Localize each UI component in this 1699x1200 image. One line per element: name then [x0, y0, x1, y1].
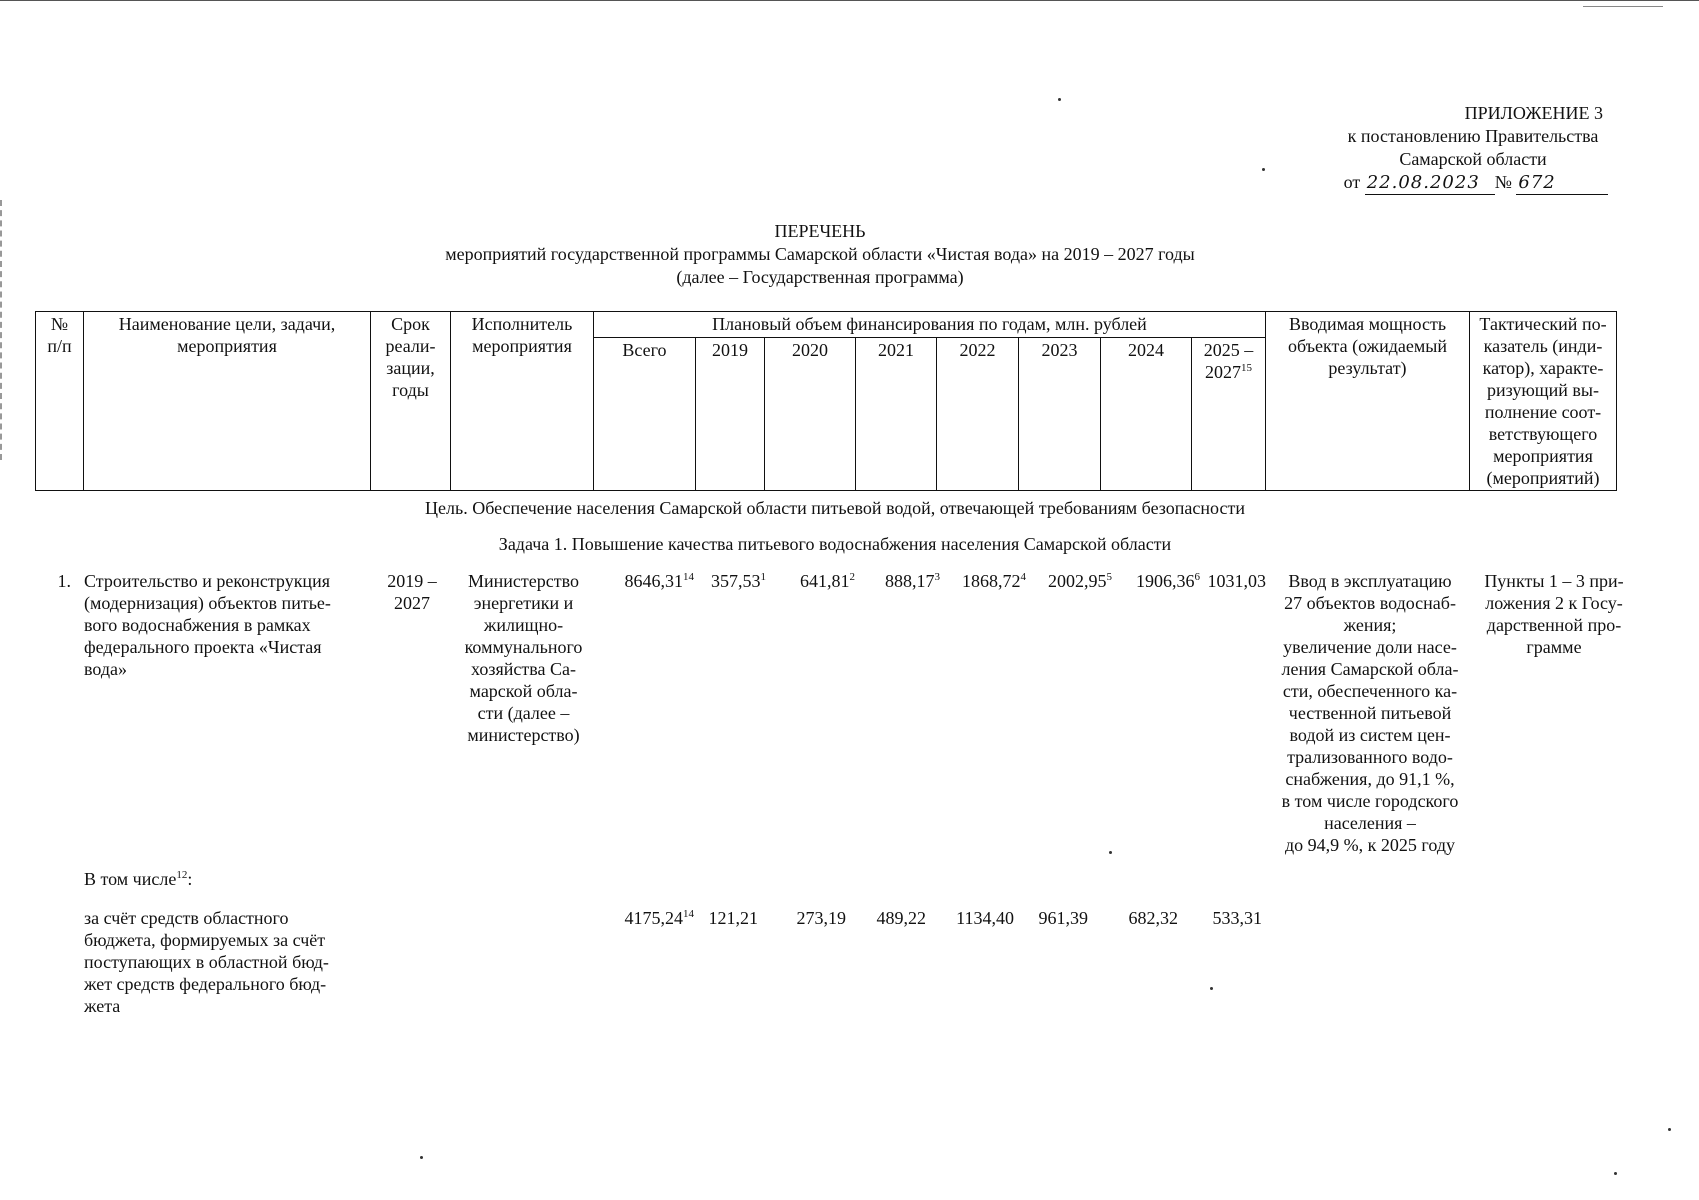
row1-total: 8646,31$^{14}$: [624, 571, 694, 591]
row2-2022: 1134,40: [956, 908, 1014, 928]
document-title: [380, 220, 1260, 289]
row2-2021: 489,22: [876, 908, 926, 928]
task-text: Задача 1. Повышение качества питьевого водоснабжения населения Самарской области: [498, 534, 1172, 554]
header-capacity: Вводимая мощность объекта (ожидаемый результат): [1266, 312, 1470, 491]
title-heading: ПЕРЕЧЕНЬ: [774, 221, 866, 241]
row1-indicator: Пункты 1 – 3 при- ложения 2 к Госу- дарственной про- грамме: [1484, 571, 1624, 657]
row1-term: 2019 – 2027: [387, 571, 437, 613]
row1-name: Строительство и реконструкция (модернизация) объектов питье- вого водоснабжения в рамках федерального проекта «Чистая вода»: [84, 571, 331, 679]
row1-2023: 2002,95$^5$: [1048, 571, 1112, 591]
header-name: Наименование цели, задачи, мероприятия: [84, 312, 371, 491]
row2-2025-2027: 533,31: [1212, 908, 1262, 928]
appendix-line1: к постановлению Правительства: [1347, 126, 1599, 146]
header-indicator: Тактический по- казатель (инди- катор), характе- ризующий вы- полнение соот- ветствующего мероприятия (мероприятий): [1470, 312, 1617, 491]
row1-executor: Министерство энергетики и жилищно- коммунального хозяйства Са- марской обла- сти (далее – министерство): [464, 571, 583, 745]
appendix-title: ПРИЛОЖЕНИЕ 3: [1464, 103, 1603, 123]
row1-2022: 1868,72$^4$: [962, 571, 1026, 591]
scan-corner-mark: [1583, 6, 1663, 7]
appendix-block: [1313, 102, 1633, 195]
from-label: от: [1343, 172, 1361, 192]
scan-speck: [420, 1156, 423, 1159]
header-2024: 2024: [1101, 338, 1192, 491]
handwritten-number: 672: [1516, 171, 1608, 195]
scan-top-edge: [0, 0, 1699, 1]
header-2022: 2022: [937, 338, 1019, 491]
scan-speck: [1668, 1128, 1671, 1131]
number-label: №: [1494, 172, 1512, 192]
goal-text: Цель. Обеспечение населения Самарской области питьевой водой, отвечающей требованиям безопасности: [425, 498, 1245, 518]
row2-name: за счёт средств областного бюджета, формируемых за счёт поступающих в областной бюд- жет средств федерального бюд- жета: [84, 908, 329, 1016]
row2-2019: 121,21: [708, 908, 758, 928]
header-executor: Исполнитель мероприятия: [451, 312, 594, 491]
row1-2019: 357,53$^1$: [711, 571, 766, 591]
row1-2024: 1906,36$^6$: [1136, 571, 1200, 591]
row1-num: 1.: [57, 571, 71, 591]
row2-2024: 682,32: [1128, 908, 1178, 928]
header-funding-group: Плановый объем финансирования по годам, млн. рублей: [594, 312, 1266, 338]
scan-speck: [1262, 168, 1265, 171]
header-total: Всего: [594, 338, 696, 491]
appendix-date-line: [1313, 171, 1639, 195]
scan-speck: [1210, 987, 1213, 990]
including-label: В том числе$^{12}$:: [84, 869, 193, 889]
title-line2: (далее – Государственная программа): [676, 267, 964, 287]
scan-left-marks: [0, 200, 4, 460]
scan-speck: [1614, 1172, 1617, 1175]
header-2021: 2021: [856, 338, 937, 491]
scan-speck: [1058, 98, 1061, 101]
handwritten-date: 22.08.2023: [1365, 171, 1495, 195]
appendix-line2: Самарской области: [1399, 149, 1547, 169]
header-2023: 2023: [1019, 338, 1101, 491]
row1-2021: 888,17$^3$: [885, 571, 940, 591]
header-2019: 2019: [696, 338, 765, 491]
title-line1: мероприятий государственной программы Самарской области «Чистая вода» на 2019 – 2027 годы: [445, 244, 1195, 264]
row2-total: 4175,24$^{14}$: [624, 908, 694, 928]
header-2020: 2020: [765, 338, 856, 491]
table-header: [35, 311, 1617, 491]
row1-2020: 641,81$^2$: [800, 571, 855, 591]
row1-2025-2027: 1031,03: [1207, 571, 1266, 591]
row1-capacity: Ввод в эксплуатацию 27 объектов водоснаб- жения; увеличение доли насе- ления Самарской обла- сти, обеспеченного ка- чественной питьевой водой из систем цен- трализованного водо- снабжения, до 91,1 %, в том числе городского населения – до 94,9 %, к 2025 году: [1281, 571, 1459, 855]
row2-2020: 273,19: [796, 908, 846, 928]
header-term: Срок реали- зации, годы: [371, 312, 451, 491]
header-2025-2027: 2025 – 2027$^{15}$: [1192, 338, 1266, 491]
header-num: № п/п: [36, 312, 84, 491]
row2-2023: 961,39: [1038, 908, 1088, 928]
scan-speck: [1109, 851, 1112, 854]
